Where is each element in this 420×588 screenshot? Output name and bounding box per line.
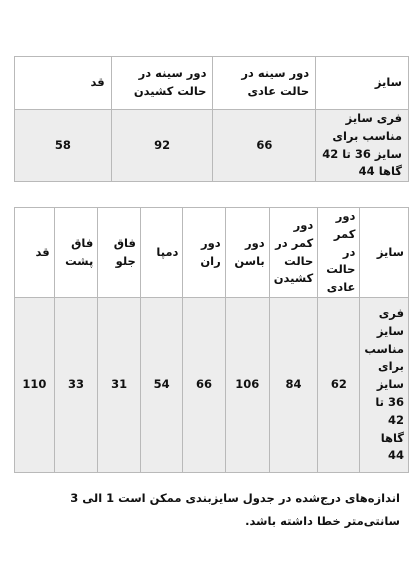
table-header-row [15,57,409,110]
header-thigh: دور ران [183,208,225,298]
cell-back-rise: 33 [54,298,98,473]
cell-chest-normal: 66 [213,110,316,182]
cell-length: 110 [15,298,55,473]
cell-hip: 106 [225,298,269,473]
header-length: قد [15,208,55,298]
header-size: سایز [316,57,409,110]
size-table-top [14,56,409,182]
size-table-bottom [14,207,409,473]
cell-chest-stretched: 92 [111,110,213,182]
cell-waist-normal: 62 [318,298,360,473]
header-chest-normal: دور سینه در حالت عادی [213,57,316,110]
cell-hem: 54 [140,298,183,473]
cell-front-rise: 31 [98,298,141,473]
measurement-note: اندازه‌های درج‌شده در جدول سایزبندی ممکن است 1 الی 3 سانتی‌متر خطا داشته باشد. [70,491,400,528]
cell-thigh: 66 [183,298,225,473]
table-row [15,110,409,182]
header-size: سایز [360,208,409,298]
header-hip: دور باسن [225,208,269,298]
table-row [15,298,409,473]
cell-size: فری سایز مناسب برای سایز 36 تا 42 گاها 44 [360,298,409,473]
header-front-rise: فاق جلو [98,208,141,298]
header-back-rise: فاق پشت [54,208,98,298]
header-chest-stretched: دور سینه در حالت کشیدن [111,57,213,110]
cell-length: 58 [15,110,112,182]
header-waist-normal: دور کمر در حالت عادی [318,208,360,298]
cell-size: فری سایز مناسب برای سایز 36 تا 42 گاها 44 [316,110,409,182]
header-length: قد [15,57,112,110]
header-waist-stretched: دور کمر در حالت کشیدن [269,208,318,298]
cell-waist-stretched: 84 [269,298,318,473]
header-hem: دمپا [140,208,183,298]
table-header-row [15,208,409,298]
